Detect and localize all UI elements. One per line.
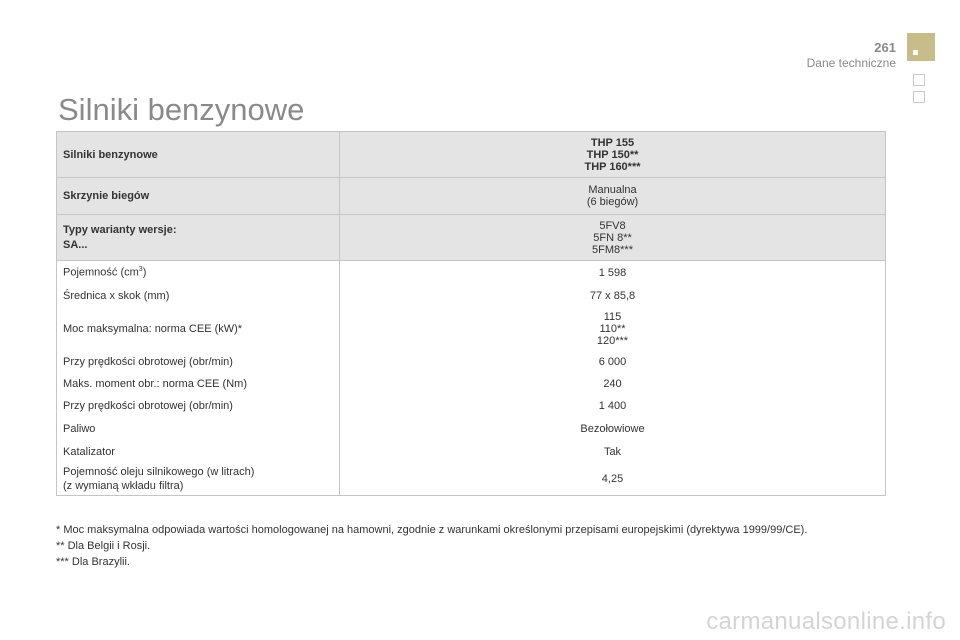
- value-line: THP 160***: [584, 160, 641, 173]
- header-value: [340, 178, 886, 215]
- header-value: [340, 215, 886, 261]
- row-value: 1 598: [598, 266, 627, 279]
- value-line: 5FM8***: [592, 243, 633, 256]
- value-line: Manualna: [588, 184, 637, 196]
- label-text: Pojemność (cm: [63, 267, 139, 280]
- section-title: Dane techniczne: [806, 56, 896, 70]
- row-label: Przy prędkości obrotowej (obr/min): [57, 395, 340, 418]
- header-label: [57, 215, 340, 261]
- header-value: [340, 132, 886, 178]
- row-label: Maks. moment obr.: norma CEE (Nm): [57, 373, 340, 395]
- engine-spec-table: [56, 131, 886, 496]
- footnote: *** Dla Brazylii.: [56, 556, 130, 568]
- row-label: Katalizator: [57, 441, 340, 463]
- value-line: 120***: [596, 334, 629, 347]
- page-title: Silniki benzynowe: [58, 92, 305, 127]
- table-row: [57, 261, 886, 285]
- chapter-tab[interactable]: [913, 74, 925, 86]
- label-line: (z wymianą wkładu filtra): [63, 479, 184, 492]
- table-row: [57, 463, 886, 496]
- label-text-tail: ): [142, 267, 147, 280]
- page-number: 261: [874, 40, 896, 55]
- value-line: 5FV8: [599, 219, 626, 232]
- row-value: Tak: [603, 445, 622, 458]
- value-line: THP 155: [590, 136, 635, 149]
- row-value: 6 000: [598, 355, 627, 368]
- label-superscript: 3: [138, 266, 143, 274]
- row-value: [340, 307, 886, 351]
- row-label: [57, 261, 340, 285]
- value-line: 5FN 8**: [593, 231, 632, 244]
- row-value: 77 x 85,8: [589, 289, 636, 302]
- table-header-row: [57, 215, 886, 261]
- table-row: [57, 418, 886, 441]
- footnote: * Moc maksymalna odpowiada wartości homologowanej na hamowni, zgodnie z warunkami określonymi przepisami europejskimi (dyrektywa 1999/99/CE).: [56, 524, 808, 536]
- table-row: [57, 441, 886, 463]
- table-header-row: [57, 132, 886, 178]
- table-row: [57, 285, 886, 307]
- row-value: 4,25: [601, 472, 624, 485]
- table-row: [57, 373, 886, 395]
- label-line: SA...: [63, 238, 88, 251]
- table-header-row: [57, 178, 886, 215]
- header-label: Silniki benzynowe: [57, 132, 340, 178]
- watermark: carmanualsonline.info: [706, 608, 946, 635]
- row-label: Moc maksymalna: norma CEE (kW)*: [57, 307, 340, 351]
- row-label: Przy prędkości obrotowej (obr/min): [57, 351, 340, 373]
- chapter-tab-active[interactable]: [907, 33, 935, 61]
- row-label: Paliwo: [57, 418, 340, 441]
- table-row: [57, 307, 886, 351]
- value-line: 115: [603, 310, 622, 323]
- footnote: ** Dla Belgii i Rosji.: [56, 540, 151, 552]
- row-value: 1 400: [598, 400, 627, 412]
- value-line: 110**: [599, 322, 626, 335]
- table-row: [57, 351, 886, 373]
- header-label: Skrzynie biegów: [57, 178, 340, 215]
- value-line: (6 biegów): [586, 196, 639, 208]
- row-label: [57, 463, 340, 496]
- footnotes: [56, 522, 916, 570]
- value-line: THP 150**: [586, 148, 639, 161]
- row-value: Bezołowiowe: [580, 423, 645, 435]
- row-value: 240: [603, 377, 622, 390]
- label-line: Pojemność oleju silnikowego (w litrach): [63, 465, 255, 478]
- label-line: Typy warianty wersje:: [63, 223, 177, 236]
- table-row: [57, 395, 886, 418]
- chapter-tab[interactable]: [913, 91, 925, 103]
- chapter-tab-active-mark: [913, 50, 918, 55]
- row-label: Średnica x skok (mm): [57, 285, 340, 307]
